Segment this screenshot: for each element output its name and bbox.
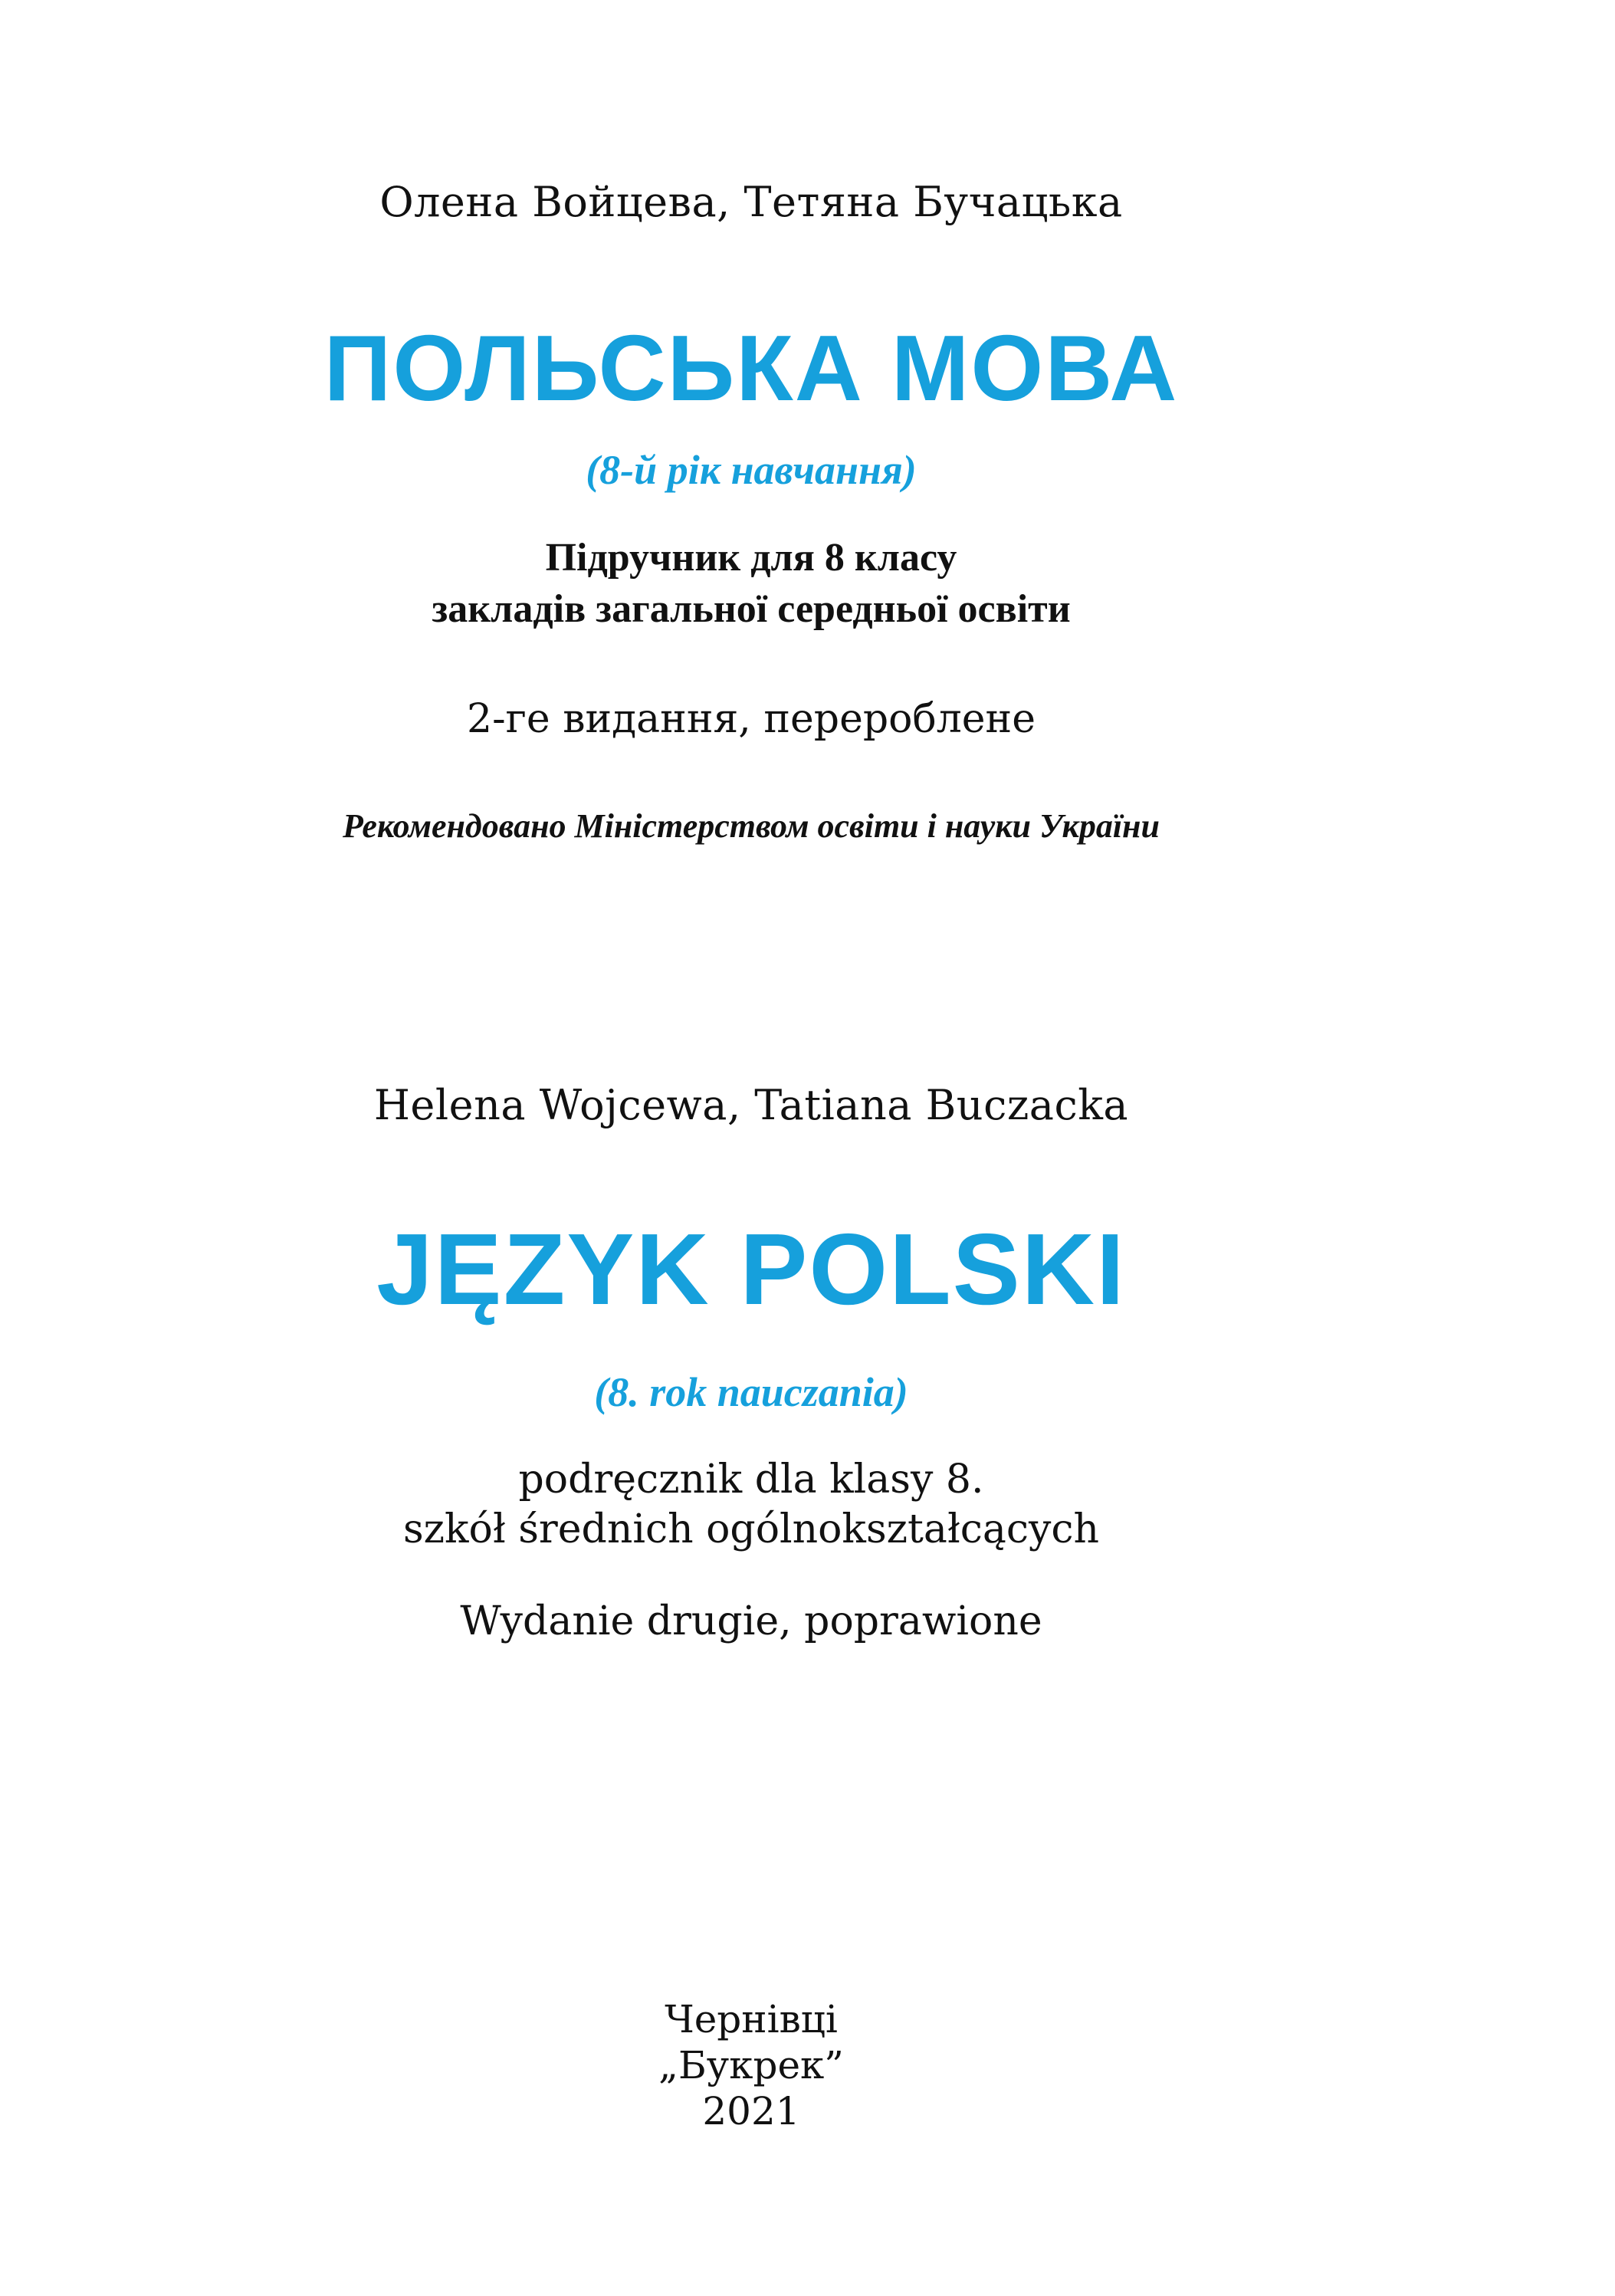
imprint-publisher: „Букрек”: [658, 2043, 844, 2087]
ua-year-of-study: (8-й рік навчання): [586, 447, 917, 493]
pl-description-line2: szkół średnich ogólnokształcących: [402, 1506, 1100, 1552]
ua-recommendation: Рекомендовано Міністерством освіти і науки України: [343, 807, 1160, 845]
imprint-year: 2021: [702, 2089, 800, 2133]
pl-description-line1: podręcznik dla klasy 8.: [518, 1457, 984, 1503]
pl-edition: Wydanie drugie, poprawione: [460, 1598, 1042, 1644]
ua-description-line2: закладів загальної середньої освіти: [432, 587, 1071, 631]
pl-authors: Helena Wojcewa, Tatiana Buczacka: [373, 1081, 1129, 1129]
pl-year-of-study: (8. rok nauczania): [594, 1369, 908, 1415]
pl-title: JĘZYK POLSKI: [376, 1213, 1126, 1325]
imprint-city: Чернівці: [665, 1997, 838, 2041]
ua-title: ПОЛЬСЬКА МОВА: [323, 316, 1179, 420]
ua-authors: Олена Войцева, Тетяна Бучацька: [379, 178, 1123, 226]
ua-edition: 2-ге видання, перероблене: [467, 696, 1036, 742]
ua-description-line1: Підручник для 8 класу: [545, 536, 957, 580]
